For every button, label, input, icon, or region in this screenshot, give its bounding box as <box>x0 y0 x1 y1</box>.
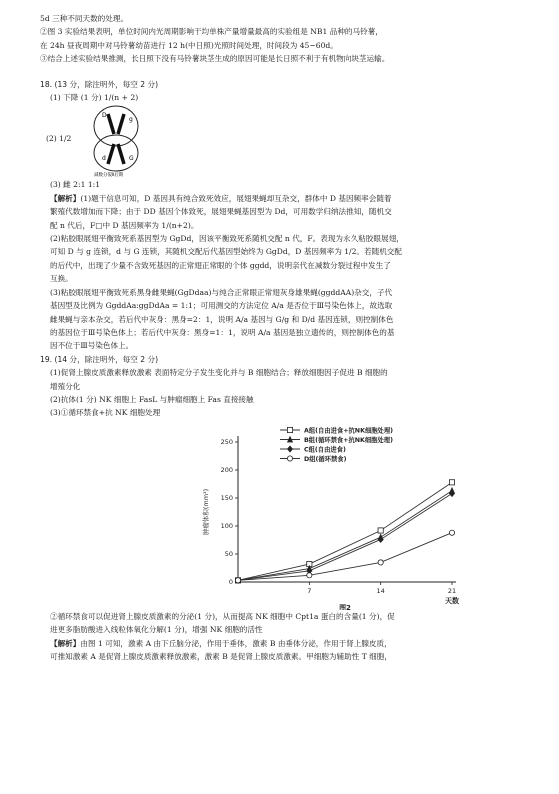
y-tick-label: 250 <box>220 437 233 446</box>
text-line: ③结合上述实验结果推测，长日照下没有马铃薯块茎生成的原因可能是长日照不利于有机物向块茎运输。 <box>40 54 390 64</box>
legend-marker <box>287 446 292 452</box>
data-point <box>307 572 312 577</box>
analysis-text: 雌果蝇与亲本杂交，若后代中灰身：黑身=2：1，说明 A/a 基因与 G/g 和 D/d 基因连锁，则控制体色 <box>50 314 394 324</box>
analysis-text: 可推知激素 A 是促肾上腺皮质激素释放激素，激素 B 是促肾上腺皮质激素。甲细胞为辅助性 T 细胞， <box>50 651 392 661</box>
text-line: 在 24h 昼夜周期中对马铃薯幼苗进行 12 h(中日照)光照时间处理，时间段为 45~60d。 <box>40 40 338 50</box>
legend-label: D组(循环禁食) <box>304 455 347 463</box>
x-tick-label: 14 <box>376 586 385 595</box>
diagram-caption: 减数分裂Ⅱ后期 <box>94 173 124 179</box>
analysis-text: 繁殖代数增加而下降；由于 DD 基因个体致死，展翅果蝇基因型为 Dd，可用数学归纳法推知，随机交 <box>50 207 392 217</box>
gene-label: d <box>102 155 106 163</box>
text-line: ②图 3 实验结果表明，单位时间内光周期影响干均单株产量增量最高的实验组是 NB1 品种的马铃薯， <box>40 27 383 37</box>
data-point <box>378 536 383 542</box>
y-tick-label: 150 <box>220 493 233 502</box>
answer-19-3: (3)①循环禁食+抗 NK 细胞处理 <box>50 408 161 418</box>
gene-label: G <box>129 155 134 163</box>
answer-19-4b: 进更多脂肪酸进入线粒体氧化分解(1 分)，增强 NK 细胞的活性 <box>50 625 263 635</box>
answer-18-3: (3) 雌 2:1 1:1 <box>50 180 101 190</box>
series-line <box>238 482 452 580</box>
analysis-text: (3)粘胶眼展翅平衡致死系黑身雌果蝇(GgDdaa)与纯合正常眼正常翅灰身雄果蝇(ggddAA)杂交，子代 <box>50 287 393 297</box>
x-tick-label: 7 <box>307 586 312 595</box>
legend-label: B组(循环禁食+抗NK细胞处理) <box>304 436 393 444</box>
analysis-text: (2)粘胶眼展翅平衡致死系基因型为 GgDd，因该平衡致死系随机交配 n 代，F。表现为永久粘胶眼展翅， <box>50 234 404 244</box>
gene-label: D <box>102 112 107 120</box>
data-point <box>449 479 454 484</box>
analysis-text: (1)题干信息可知，D 基因具有纯合致死效应，展翅果蝇却互杂交，群体中 D 基因频率会随着 <box>80 193 392 203</box>
y-tick-label: 0 <box>228 577 233 586</box>
analysis-tag: 【解析】 <box>50 193 81 203</box>
legend-label: C组(自由进食) <box>304 446 346 454</box>
question-18-heading: 18. (13 分，除注明外，每空 2 分) <box>40 79 159 89</box>
data-point <box>378 528 383 533</box>
x-tick-label: 21 <box>447 586 457 595</box>
analysis-text: 的后代中，出现了少量不含致死基因的正常翅正常眼的个体 ggdd，说明亲代在减数分裂过程中发生了 <box>50 260 391 270</box>
legend-marker <box>287 427 292 432</box>
text-line: 5d 三种不同天数的处理。 <box>40 14 129 23</box>
answer-19-1: (1)促肾上腺皮质激素释放激素 表面特定分子发生变化并与 B 细胞结合；释放细胞因子促进 B 细胞的 <box>50 368 388 378</box>
y-axis-label: 肿瘤体积(mm³) <box>202 488 210 535</box>
y-tick-label: 200 <box>220 465 233 474</box>
analysis-text: 由图 1 可知，激素 A 由下丘脑分泌，作用于垂体，激素 B 由垂体分泌，作用于肾上腺皮质， <box>80 638 392 648</box>
answer-19-1b: 增殖分化 <box>50 381 81 391</box>
x-axis-label: 天数 <box>445 596 459 605</box>
chart-svg <box>190 424 470 610</box>
answer-18-2: (2) 1/2 <box>46 134 72 144</box>
meiosis-diagram <box>46 104 519 178</box>
answer-18-1: (1) 下降 (1 分) 1/(n + 2) <box>50 93 139 103</box>
legend-marker <box>287 456 292 461</box>
analysis-text: 因不位于Ⅲ号染色体上。 <box>50 341 134 351</box>
y-tick-label: 50 <box>224 549 233 558</box>
analysis-tag: 【解析】 <box>50 638 81 648</box>
question-19-heading: 19. (14 分，除注明外，每空 2 分) <box>40 354 159 364</box>
data-point <box>449 530 454 535</box>
analysis-text: 互换。 <box>50 274 73 284</box>
legend-label: A组(自由进食+抗NK细胞处理) <box>304 427 394 435</box>
analysis-text: 的基因位于Ⅲ号染色体上；若后代中灰身：黑身=1：1，说明 A/a 基因是独立遗传的，则控制体色的基 <box>50 327 395 337</box>
data-point <box>378 560 383 565</box>
data-point <box>235 577 240 582</box>
answer-19-4: ②循环禁食可以促进肾上腺皮质激素的分泌(1 分)，从而提高 NK 细胞中 Cpt1a 蛋白的含量(1 分)，促 <box>50 611 395 621</box>
analysis-text: 配 n 代后，F□中 D 基因频率为 1/(n+2)。 <box>50 220 199 230</box>
y-tick-label: 100 <box>220 521 233 530</box>
analysis-text: 可知 D 与 g 连锁，d 与 G 连锁，其随机交配后代基因型始终为 GgDd，D 基因频率为 1/2。若随机交配 <box>50 247 402 257</box>
tumor-volume-chart <box>190 424 470 610</box>
series-line <box>238 493 452 580</box>
answer-19-2: (2)抗体(1 分) NK 细胞上 FasL 与肿瘤细胞上 Fas 直接接触 <box>50 394 254 404</box>
gene-label: g <box>129 116 133 124</box>
analysis-text: 基因型及比例为 GgddAa:ggDdAa = 1:1；可用测交的方法定位 A/a 是否位于Ⅲ号染色体上，故选取 <box>50 301 393 311</box>
figure-label: 图2 <box>339 603 351 610</box>
